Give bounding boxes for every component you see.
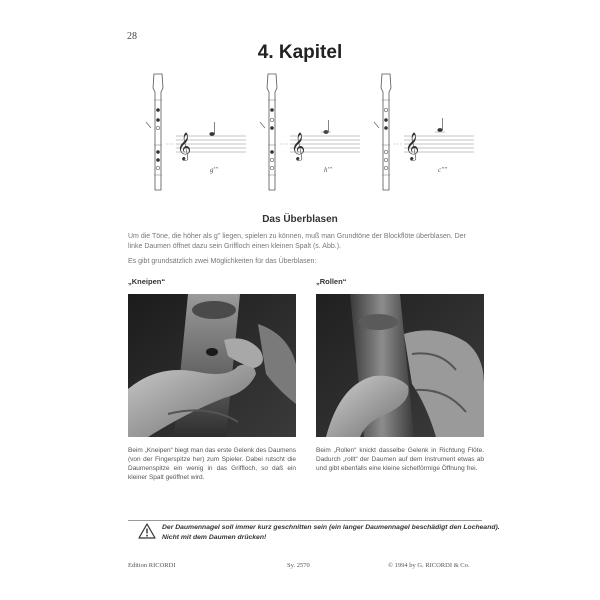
options-note: Es gibt grundsätzlich zwei Möglichkeiten für das Überblasen: (128, 258, 317, 265)
intro-paragraph: Um die Töne, die höher als g'' liegen, spielen zu können, muß man Grundtöne der Blockflöte überblasen. Der linke Daumen öffnet dazu sein Griffloch einen kleinen Spalt (s. Abb.). (128, 233, 466, 250)
kneipen-caption: Beim „Kneipen“ biegt man das erste Gelenk des Daumens (von der Fingerspitze her) zum Spieler. Dabei rutscht die Daumenspitze ein wenig in das Griffloch, so daß ein kleiner Spalt geöffnet wird. (128, 447, 297, 481)
note-label: h''' (324, 166, 332, 174)
fingering-chart-2 (244, 70, 364, 205)
chapter-title: 4. Kapitel (257, 42, 343, 63)
svg-text:𝄞: 𝄞 (291, 132, 306, 160)
footer-catalog-number: Sy. 2570 (287, 562, 310, 569)
technique-heading-rollen: „Rollen“ (316, 277, 347, 286)
page-number: 28 (127, 31, 137, 42)
svg-text:𝄞: 𝄞 (405, 132, 420, 160)
divider (128, 520, 482, 521)
fingering-chart-3 (358, 70, 478, 205)
recorder-fingering-diagram (358, 70, 478, 200)
rollen-photo (316, 294, 484, 437)
footer-publisher: Edition RICORDI (128, 562, 176, 569)
svg-text:𝄞: 𝄞 (177, 132, 192, 160)
kneipen-photo (128, 294, 296, 437)
note-label: g''' (210, 166, 218, 174)
section-title: Das Überblasen (262, 214, 338, 225)
warning-icon (138, 523, 156, 544)
warning-text: Der Daumennagel soll immer kurz geschnitten sein (ein langer Daumennagel beschädigt den Locheand). Nicht mit dem Daumen drücken! (162, 524, 500, 541)
rollen-caption: Beim „Rollen“ knickt dasselbe Gelenk in Richtung Flöte. Dadurch „rollt“ der Daumen auf dem Instrument etwas ab und gibt ebenfalls eine kleine sichelförmige Öffnung frei. (316, 447, 484, 472)
technique-heading-kneipen: „Kneipen“ (128, 277, 166, 286)
note-label: c'''' (438, 166, 448, 174)
footer-copyright: © 1994 by G. RICORDI & Co. (388, 562, 470, 569)
recorder-fingering-diagram (130, 70, 250, 200)
fingering-chart-1 (130, 70, 250, 205)
recorder-fingering-diagram (244, 70, 364, 200)
